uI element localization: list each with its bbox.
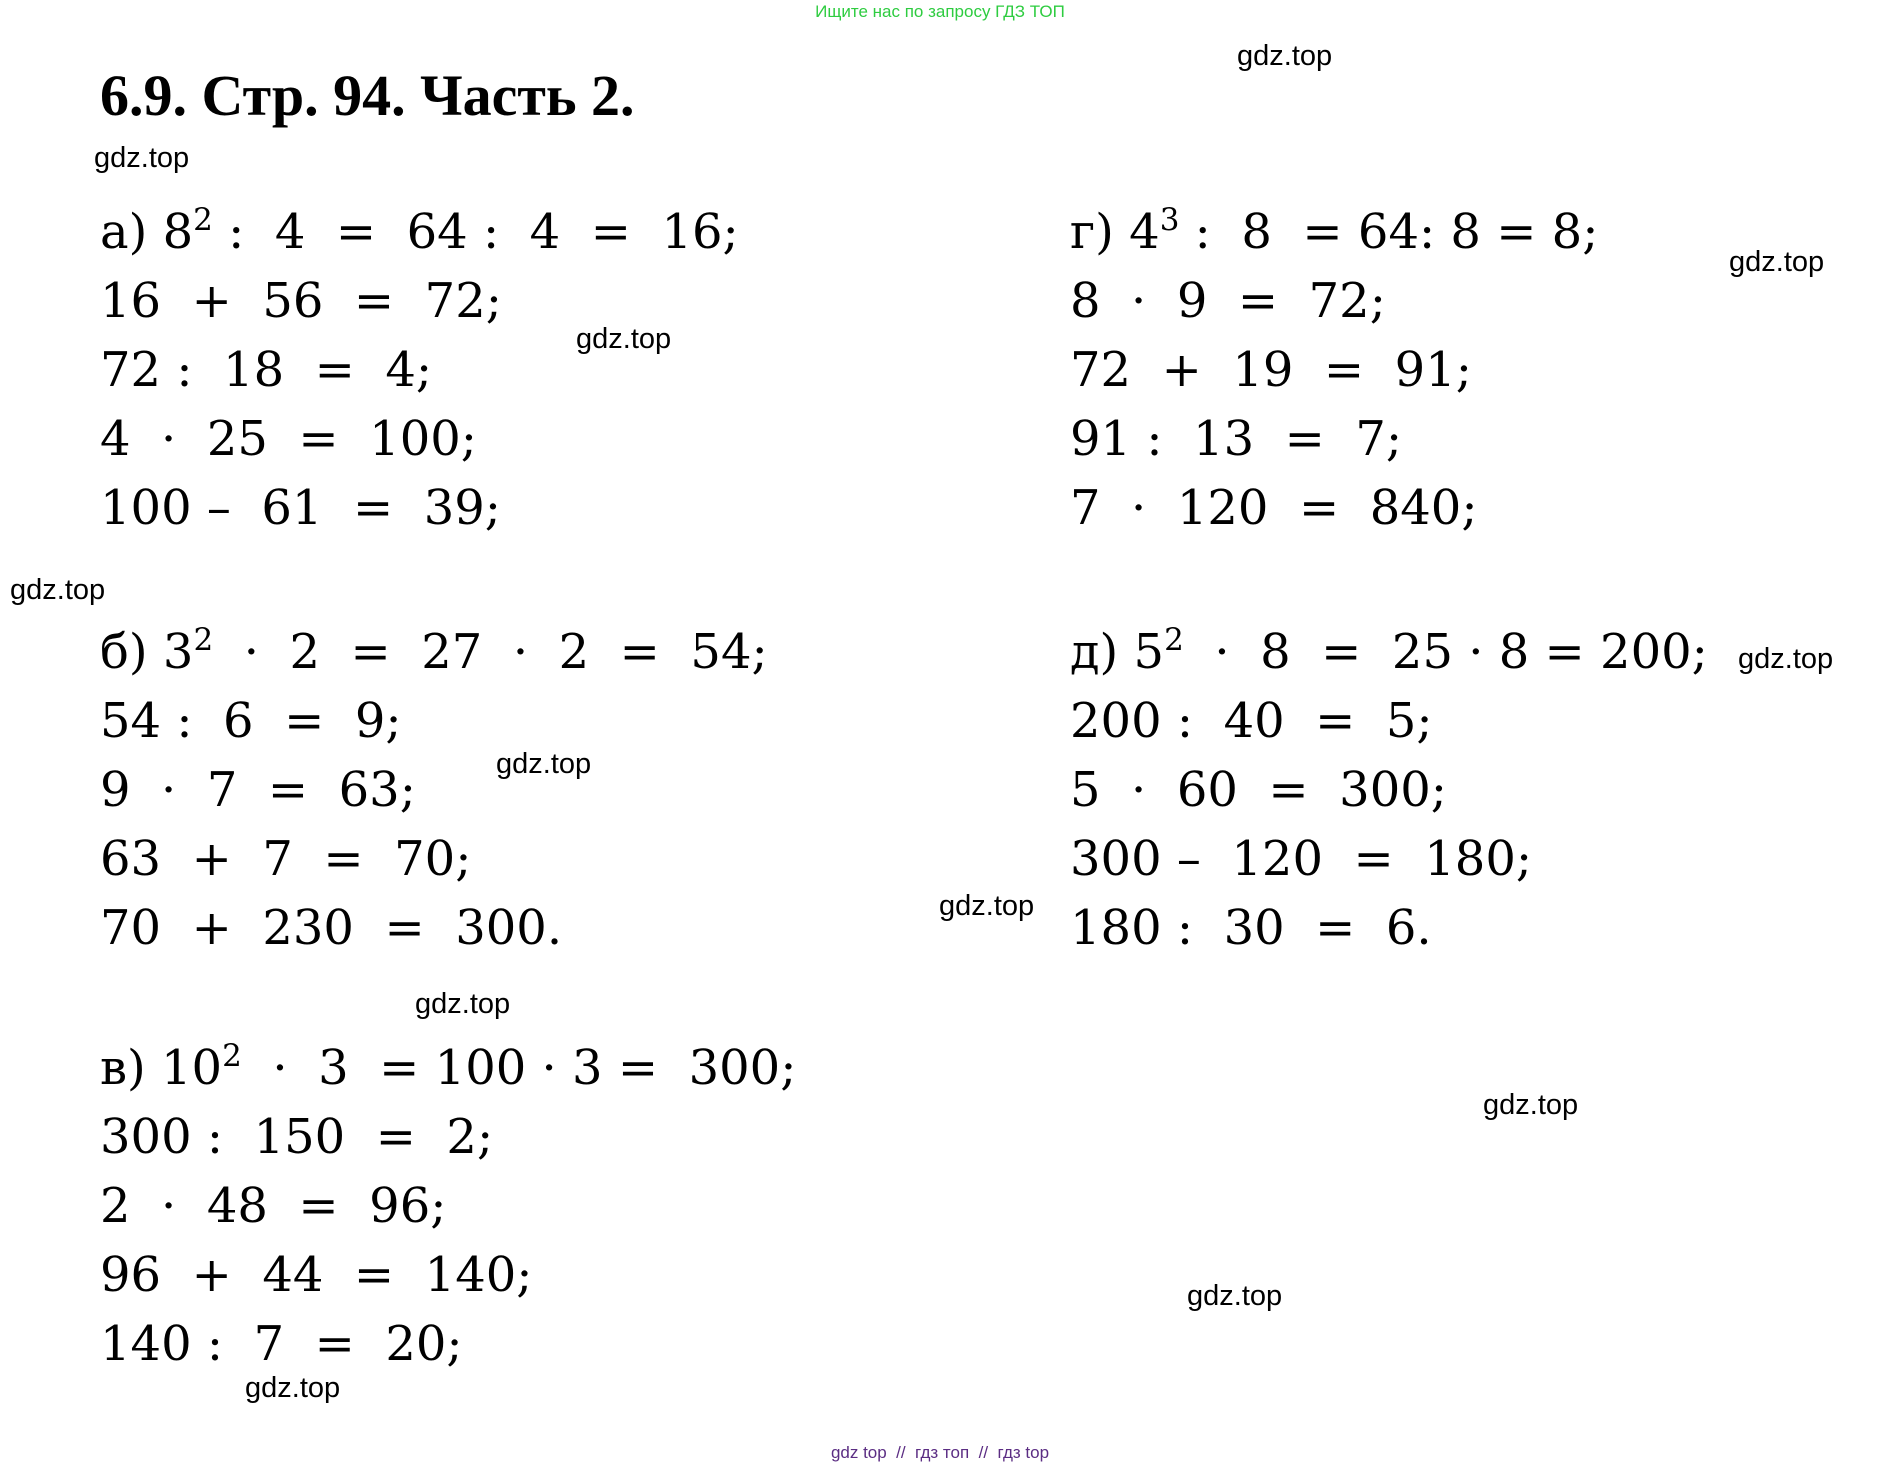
solution-block-v xyxy=(100,1034,796,1379)
watermark: gdz.top xyxy=(1483,1089,1579,1121)
watermark: gdz.top xyxy=(576,323,672,355)
expression-rest: · 3 = 100 · 3 = 300; xyxy=(241,1040,797,1096)
power-exponent: 3 xyxy=(1159,202,1180,238)
solution-line: 100 – 61 = 39; xyxy=(100,480,501,536)
power-base: 10 xyxy=(161,1040,223,1096)
solution-line: 2 · 48 = 96; xyxy=(100,1178,447,1234)
expression-rest: : 8 = 64: 8 = 8; xyxy=(1179,204,1599,260)
solution-line: 91 : 13 = 7; xyxy=(1070,411,1403,467)
solution-line: 54 : 6 = 9; xyxy=(100,693,402,749)
solution-line: 300 – 120 = 180; xyxy=(1070,831,1533,887)
solution-line: 8 · 9 = 72; xyxy=(1070,273,1386,329)
item-label: г) xyxy=(1070,204,1114,260)
power-base: 4 xyxy=(1129,204,1160,260)
watermark: gdz.top xyxy=(10,574,106,606)
solution-line: 70 + 230 = 300. xyxy=(100,900,563,956)
solution-block-d xyxy=(1070,618,1708,963)
power-base: 8 xyxy=(162,204,194,260)
watermark: gdz.top xyxy=(245,1372,341,1404)
watermark: gdz.top xyxy=(1237,40,1333,72)
solution-line: 7 · 120 = 840; xyxy=(1070,480,1478,536)
watermark: gdz.top xyxy=(1729,246,1825,278)
item-label: д) xyxy=(1070,624,1119,680)
solution-line-first xyxy=(100,198,739,267)
power-exponent: 2 xyxy=(222,1038,242,1074)
solution-line: 180 : 30 = 6. xyxy=(1070,900,1432,956)
expression-rest: : 4 = 64 : 4 = 16; xyxy=(212,204,739,260)
solution-line: 96 + 44 = 140; xyxy=(100,1247,533,1303)
power-base: 5 xyxy=(1133,624,1165,680)
solution-line: 16 + 56 = 72; xyxy=(100,273,502,329)
expression-rest: · 8 = 25 · 8 = 200; xyxy=(1183,624,1708,680)
solution-line: 300 : 150 = 2; xyxy=(100,1109,494,1165)
solution-line-first xyxy=(100,618,768,687)
footer-watermark: gdz top // гдз топ // гдз top xyxy=(830,1443,1050,1462)
watermark: gdz.top xyxy=(415,988,511,1020)
solution-line-first xyxy=(1070,198,1598,267)
solution-block-a xyxy=(100,198,739,543)
item-label: а) xyxy=(100,204,148,260)
watermark: gdz.top xyxy=(496,748,592,780)
solution-line: 140 : 7 = 20; xyxy=(100,1316,463,1372)
power-exponent: 2 xyxy=(193,622,214,658)
solution-line: 4 · 25 = 100; xyxy=(100,411,477,467)
power-exponent: 2 xyxy=(193,202,213,238)
solution-block-g xyxy=(1070,198,1598,543)
solution-line: 200 : 40 = 5; xyxy=(1070,693,1433,749)
power-base: 3 xyxy=(162,624,194,680)
watermark: gdz.top xyxy=(1738,643,1834,675)
top-banner: Ищите нас по запросу ГДЗ ТОП xyxy=(815,2,1065,21)
watermark: gdz.top xyxy=(94,142,190,174)
watermark: gdz.top xyxy=(1187,1280,1283,1312)
expression-rest: · 2 = 27 · 2 = 54; xyxy=(213,624,768,680)
watermark: gdz.top xyxy=(939,890,1035,922)
solution-line: 9 · 7 = 63; xyxy=(100,762,416,818)
solution-line: 72 : 18 = 4; xyxy=(100,342,433,398)
page-title: 6.9. Стр. 94. Часть 2. xyxy=(100,63,635,128)
item-label: в) xyxy=(100,1040,146,1096)
solution-line: 5 · 60 = 300; xyxy=(1070,762,1447,818)
power-exponent: 2 xyxy=(1164,622,1184,658)
solution-line: 72 + 19 = 91; xyxy=(1070,342,1472,398)
item-label: б) xyxy=(100,624,148,680)
solution-line-first xyxy=(100,1034,796,1103)
solution-line-first xyxy=(1070,618,1708,687)
solution-line: 63 + 7 = 70; xyxy=(100,831,472,887)
solution-block-b xyxy=(100,618,768,963)
